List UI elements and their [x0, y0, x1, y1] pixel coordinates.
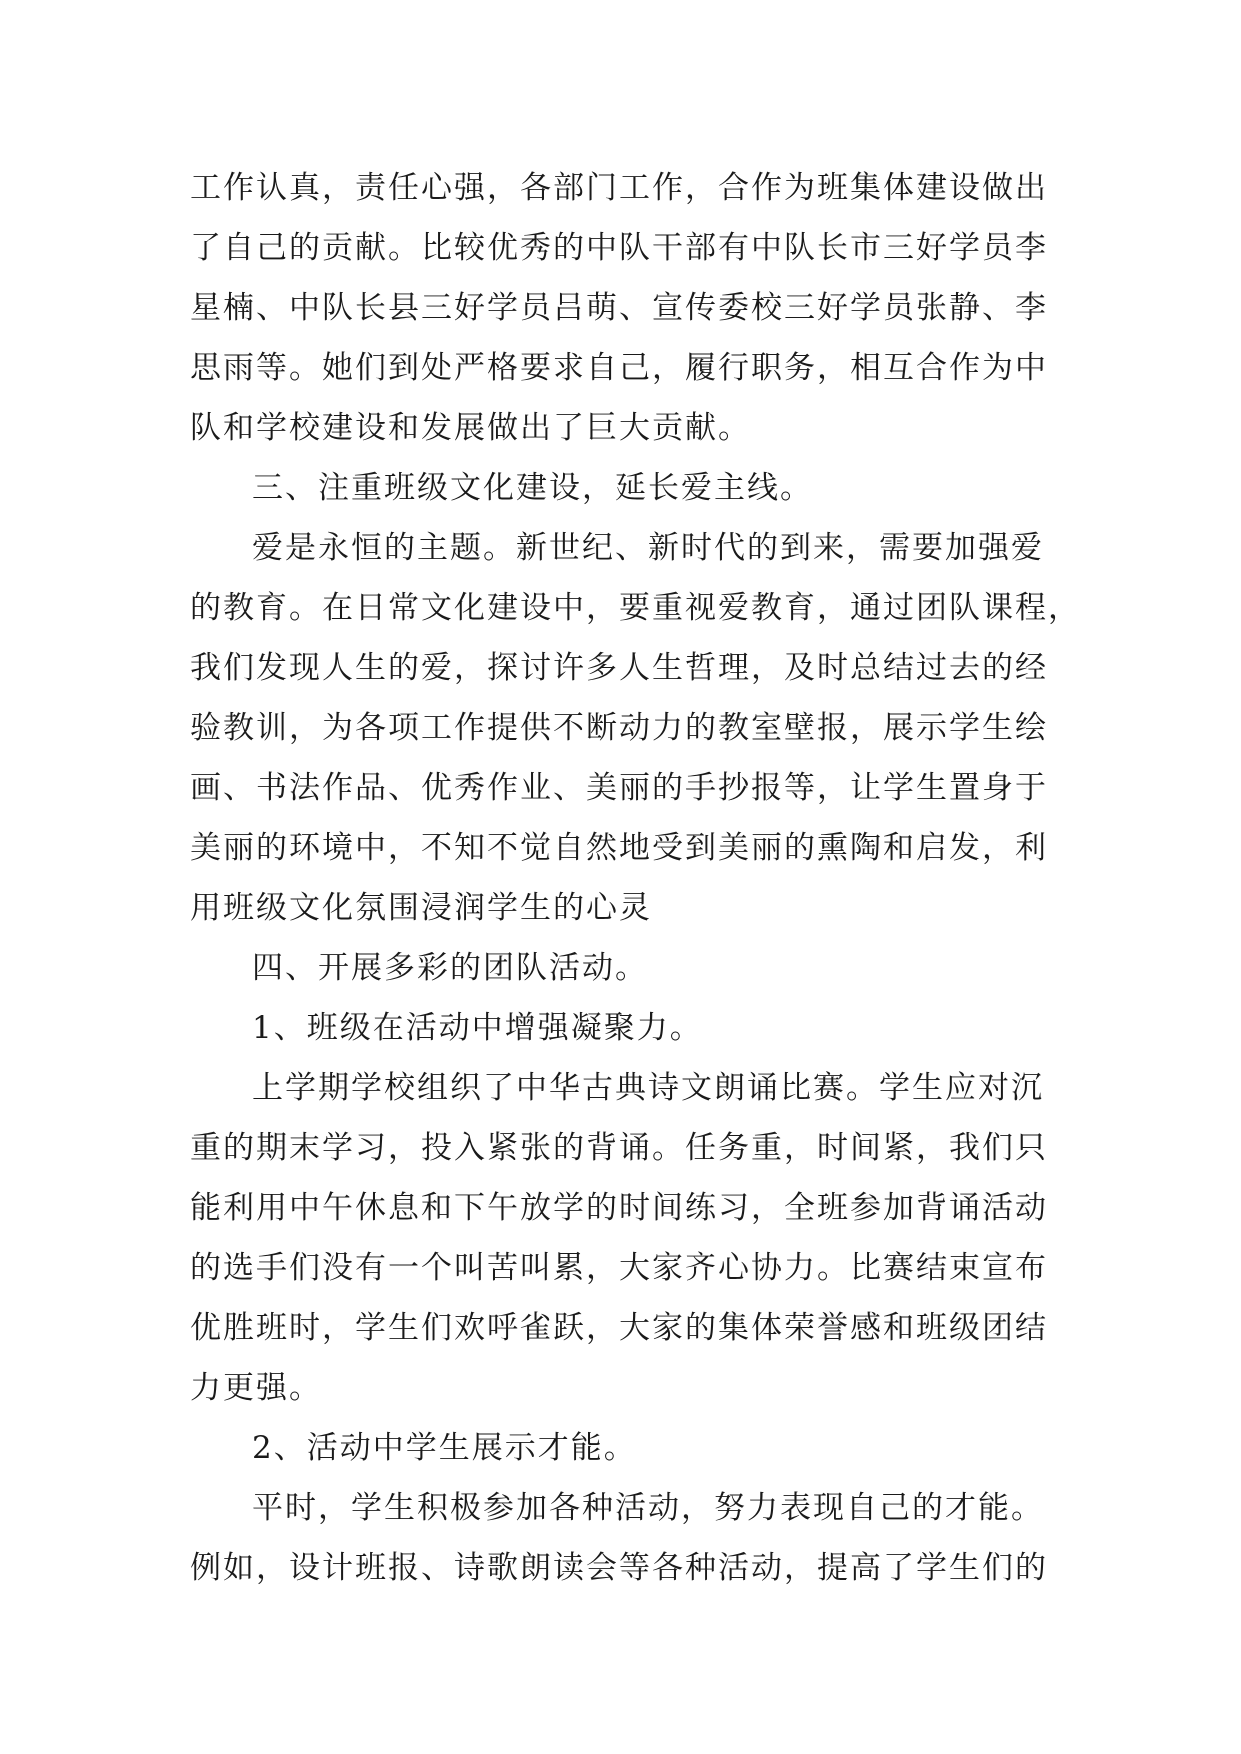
text-line: 美丽的环境中，不知不觉自然地受到美丽的熏陶和启发，利: [190, 830, 1048, 866]
section-heading: 三、注重班级文化建设，延长爱主线。: [252, 470, 813, 506]
text-line: 例如，设计班报、诗歌朗读会等各种活动，提高了学生们的: [190, 1550, 1048, 1586]
text-line: 了自己的贡献。比较优秀的中队干部有中队长市三好学员李: [190, 230, 1048, 266]
text-line: 思雨等。她们到处严格要求自己，履行职务，相互合作为中: [190, 350, 1048, 386]
text-line: 队和学校建设和发展做出了巨大贡献。: [190, 410, 751, 446]
paragraph-start: 上学期学校组织了中华古典诗文朗诵比赛。学生应对沉: [252, 1070, 1044, 1106]
text-line: 重的期末学习，投入紧张的背诵。任务重，时间紧，我们只: [190, 1130, 1048, 1166]
text-line: 验教训，为各项工作提供不断动力的教室壁报，展示学生绘: [190, 710, 1048, 746]
paragraph-start: 平时，学生积极参加各种活动，努力表现自己的才能。: [252, 1490, 1044, 1526]
section-heading: 四、开展多彩的团队活动。: [252, 950, 648, 986]
text-line: 的选手们没有一个叫苦叫累，大家齐心协力。比赛结束宣布: [190, 1250, 1048, 1286]
text-line: 星楠、中队长县三好学员吕萌、宣传委校三好学员张静、李: [190, 290, 1048, 326]
text-line: 力更强。: [190, 1370, 322, 1406]
text-line: 我们发现人生的爱，探讨许多人生哲理，及时总结过去的经: [190, 650, 1048, 686]
text-line: 工作认真，责任心强，各部门工作，合作为班集体建设做出: [190, 170, 1048, 206]
text-line: 画、书法作品、优秀作业、美丽的手抄报等，让学生置身于: [190, 770, 1048, 806]
text-line: 用班级文化氛围浸润学生的心灵: [190, 890, 652, 926]
subsection-heading: 2、活动中学生展示才能。: [252, 1430, 637, 1466]
text-line: 优胜班时，学生们欢呼雀跃，大家的集体荣誉感和班级团结: [190, 1310, 1048, 1346]
subsection-heading: 1、班级在活动中增强凝聚力。: [252, 1010, 703, 1046]
paragraph-start: 爱是永恒的主题。新世纪、新时代的到来，需要加强爱: [252, 530, 1044, 566]
text-line: 的教育。在日常文化建设中，要重视爱教育，通过团队课程，: [190, 590, 1081, 626]
text-line: 能利用中午休息和下午放学的时间练习，全班参加背诵活动: [190, 1190, 1048, 1226]
body-text: [190, 158, 1081, 1598]
